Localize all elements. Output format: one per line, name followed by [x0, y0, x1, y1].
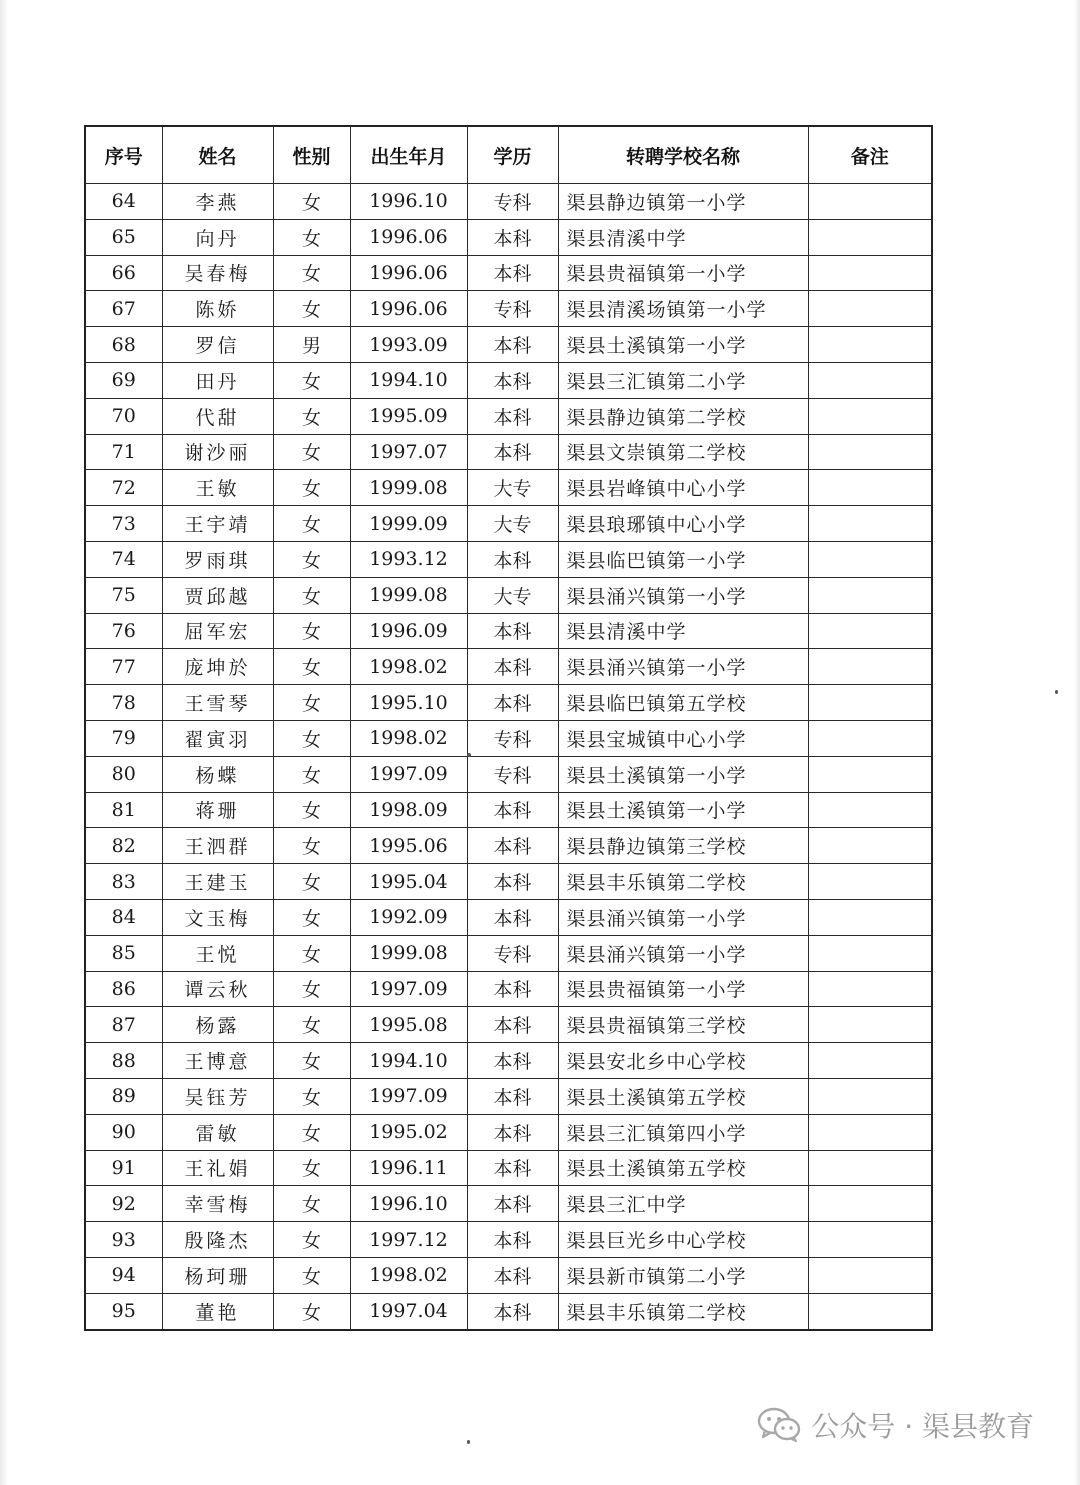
cell-gender: 女 [273, 613, 350, 649]
cell-school: 渠县三汇镇第四小学 [558, 1114, 808, 1150]
cell-remark [808, 1222, 932, 1258]
cell-name: 贾邱越 [162, 577, 273, 613]
cell-birth: 1996.06 [350, 255, 467, 291]
cell-remark [808, 756, 932, 792]
table-row [85, 971, 932, 1007]
table-row [85, 1114, 932, 1150]
table-row [85, 541, 932, 577]
cell-name: 代甜 [162, 398, 273, 434]
cell-name: 雷敏 [162, 1114, 273, 1150]
cell-remark [808, 506, 932, 542]
cell-education: 大专 [467, 470, 558, 506]
cell-birth: 1998.02 [350, 649, 467, 685]
cell-name: 罗信 [162, 327, 273, 363]
cell-education: 本科 [467, 613, 558, 649]
cell-remark [808, 577, 932, 613]
cell-education: 大专 [467, 506, 558, 542]
cell-gender: 女 [273, 828, 350, 864]
column-header: 姓名 [162, 126, 273, 184]
cell-remark [808, 398, 932, 434]
cell-school: 渠县清溪场镇第一小学 [558, 291, 808, 327]
cell-birth: 1994.10 [350, 1043, 467, 1079]
cell-birth: 1995.10 [350, 685, 467, 721]
cell-education: 本科 [467, 219, 558, 255]
cell-school: 渠县贵福镇第一小学 [558, 255, 808, 291]
watermark-footer [757, 1405, 1034, 1445]
cell-school: 渠县静边镇第三学校 [558, 828, 808, 864]
cell-gender: 女 [273, 434, 350, 470]
cell-gender: 女 [273, 470, 350, 506]
cell-name: 谭云秋 [162, 971, 273, 1007]
cell-gender: 女 [273, 1150, 350, 1186]
table-row [85, 720, 932, 756]
table-row [85, 362, 932, 398]
cell-birth: 1995.08 [350, 1007, 467, 1043]
cell-birth: 1998.09 [350, 792, 467, 828]
table-row [85, 649, 932, 685]
cell-education: 本科 [467, 541, 558, 577]
cell-remark [808, 434, 932, 470]
scan-speck [1055, 690, 1058, 694]
cell-birth: 1996.06 [350, 219, 467, 255]
cell-birth: 1999.08 [350, 577, 467, 613]
cell-number: 77 [85, 649, 162, 685]
cell-school: 渠县丰乐镇第二学校 [558, 864, 808, 900]
cell-education: 本科 [467, 864, 558, 900]
cell-school: 渠县土溪镇第一小学 [558, 327, 808, 363]
cell-name: 吴钰芳 [162, 1078, 273, 1114]
cell-birth: 1997.04 [350, 1293, 467, 1329]
cell-name: 王建玉 [162, 864, 273, 900]
cell-name: 杨蝶 [162, 756, 273, 792]
cell-gender: 女 [273, 506, 350, 542]
cell-birth: 1998.02 [350, 1257, 467, 1293]
cell-remark [808, 720, 932, 756]
cell-education: 本科 [467, 685, 558, 721]
scan-edge-left [0, 0, 8, 1485]
wechat-icon [757, 1407, 801, 1443]
cell-gender: 女 [273, 1043, 350, 1079]
cell-remark [808, 1007, 932, 1043]
cell-name: 翟寅羽 [162, 720, 273, 756]
cell-birth: 1999.08 [350, 470, 467, 506]
cell-education: 本科 [467, 255, 558, 291]
cell-name: 杨露 [162, 1007, 273, 1043]
cell-name: 殷隆杰 [162, 1222, 273, 1258]
cell-education: 本科 [467, 899, 558, 935]
cell-education: 本科 [467, 792, 558, 828]
cell-gender: 女 [273, 649, 350, 685]
cell-birth: 1993.09 [350, 327, 467, 363]
cell-gender: 女 [273, 864, 350, 900]
cell-education: 本科 [467, 971, 558, 1007]
cell-name: 谢沙丽 [162, 434, 273, 470]
table-row [85, 828, 932, 864]
cell-remark [808, 184, 932, 220]
cell-number: 94 [85, 1257, 162, 1293]
cell-education: 专科 [467, 756, 558, 792]
table-row [85, 1222, 932, 1258]
cell-remark [808, 685, 932, 721]
table-row [85, 577, 932, 613]
table-row [85, 1007, 932, 1043]
cell-number: 85 [85, 935, 162, 971]
cell-school: 渠县文崇镇第二学校 [558, 434, 808, 470]
table-row [85, 792, 932, 828]
cell-number: 79 [85, 720, 162, 756]
table-row [85, 327, 932, 363]
cell-gender: 女 [273, 362, 350, 398]
cell-remark [808, 1043, 932, 1079]
cell-remark [808, 255, 932, 291]
cell-name: 王敏 [162, 470, 273, 506]
cell-education: 本科 [467, 1186, 558, 1222]
cell-number: 73 [85, 506, 162, 542]
table-row [85, 1186, 932, 1222]
cell-remark [808, 291, 932, 327]
cell-school: 渠县安北乡中心学校 [558, 1043, 808, 1079]
table-row [85, 1257, 932, 1293]
cell-number: 66 [85, 255, 162, 291]
cell-gender: 女 [273, 577, 350, 613]
cell-school: 渠县涌兴镇第一小学 [558, 649, 808, 685]
cell-gender: 女 [273, 541, 350, 577]
cell-number: 74 [85, 541, 162, 577]
cell-school: 渠县临巴镇第一小学 [558, 541, 808, 577]
cell-name: 向丹 [162, 219, 273, 255]
cell-name: 吴春梅 [162, 255, 273, 291]
cell-number: 71 [85, 434, 162, 470]
table-row [85, 184, 932, 220]
cell-school: 渠县涌兴镇第一小学 [558, 935, 808, 971]
cell-remark [808, 1078, 932, 1114]
cell-gender: 女 [273, 219, 350, 255]
cell-education: 专科 [467, 935, 558, 971]
column-header: 转聘学校名称 [558, 126, 808, 184]
cell-name: 屈军宏 [162, 613, 273, 649]
cell-school: 渠县清溪中学 [558, 613, 808, 649]
cell-school: 渠县静边镇第二学校 [558, 398, 808, 434]
column-header: 学历 [467, 126, 558, 184]
column-header: 备注 [808, 126, 932, 184]
cell-education: 本科 [467, 649, 558, 685]
cell-birth: 1995.06 [350, 828, 467, 864]
cell-education: 本科 [467, 398, 558, 434]
cell-remark [808, 470, 932, 506]
cell-birth: 1995.02 [350, 1114, 467, 1150]
table-row [85, 255, 932, 291]
cell-gender: 女 [273, 899, 350, 935]
cell-birth: 1997.09 [350, 971, 467, 1007]
cell-birth: 1996.09 [350, 613, 467, 649]
cell-name: 王泗群 [162, 828, 273, 864]
cell-number: 88 [85, 1043, 162, 1079]
cell-birth: 1993.12 [350, 541, 467, 577]
cell-education: 本科 [467, 1257, 558, 1293]
cell-number: 83 [85, 864, 162, 900]
cell-birth: 1996.10 [350, 1186, 467, 1222]
cell-school: 渠县宝城镇中心小学 [558, 720, 808, 756]
cell-gender: 女 [273, 184, 350, 220]
cell-gender: 女 [273, 291, 350, 327]
cell-school: 渠县三汇镇第二小学 [558, 362, 808, 398]
cell-name: 陈娇 [162, 291, 273, 327]
cell-gender: 女 [273, 720, 350, 756]
cell-number: 86 [85, 971, 162, 1007]
cell-number: 93 [85, 1222, 162, 1258]
scan-speck [467, 753, 471, 757]
cell-gender: 女 [273, 398, 350, 434]
cell-gender: 女 [273, 1078, 350, 1114]
cell-number: 81 [85, 792, 162, 828]
column-header: 出生年月 [350, 126, 467, 184]
cell-remark [808, 1150, 932, 1186]
cell-remark [808, 1114, 932, 1150]
cell-gender: 女 [273, 971, 350, 1007]
cell-remark [808, 899, 932, 935]
cell-school: 渠县临巴镇第五学校 [558, 685, 808, 721]
table-row [85, 1078, 932, 1114]
cell-education: 本科 [467, 1043, 558, 1079]
cell-name: 王礼娟 [162, 1150, 273, 1186]
cell-birth: 1995.04 [350, 864, 467, 900]
cell-number: 76 [85, 613, 162, 649]
cell-school: 渠县土溪镇第一小学 [558, 792, 808, 828]
cell-school: 渠县土溪镇第五学校 [558, 1078, 808, 1114]
cell-gender: 女 [273, 1186, 350, 1222]
cell-education: 本科 [467, 1007, 558, 1043]
cell-gender: 女 [273, 935, 350, 971]
cell-birth: 1997.09 [350, 756, 467, 792]
cell-school: 渠县土溪镇第一小学 [558, 756, 808, 792]
cell-school: 渠县贵福镇第一小学 [558, 971, 808, 1007]
cell-number: 72 [85, 470, 162, 506]
cell-remark [808, 362, 932, 398]
cell-number: 67 [85, 291, 162, 327]
cell-education: 专科 [467, 184, 558, 220]
cell-remark [808, 1293, 932, 1329]
cell-school: 渠县贵福镇第三学校 [558, 1007, 808, 1043]
cell-gender: 女 [273, 1293, 350, 1329]
cell-gender: 女 [273, 1007, 350, 1043]
cell-number: 95 [85, 1293, 162, 1329]
cell-number: 84 [85, 899, 162, 935]
teacher-transfer-table [84, 125, 933, 1331]
cell-education: 本科 [467, 1150, 558, 1186]
cell-birth: 1996.11 [350, 1150, 467, 1186]
cell-school: 渠县巨光乡中心学校 [558, 1222, 808, 1258]
cell-number: 80 [85, 756, 162, 792]
table-header [85, 126, 932, 184]
cell-gender: 女 [273, 685, 350, 721]
cell-gender: 女 [273, 1257, 350, 1293]
table-row [85, 434, 932, 470]
cell-number: 89 [85, 1078, 162, 1114]
cell-education: 本科 [467, 1222, 558, 1258]
cell-birth: 1998.02 [350, 720, 467, 756]
cell-education: 专科 [467, 720, 558, 756]
table-row [85, 685, 932, 721]
cell-remark [808, 649, 932, 685]
cell-remark [808, 935, 932, 971]
cell-remark [808, 541, 932, 577]
cell-remark [808, 1257, 932, 1293]
cell-birth: 1994.10 [350, 362, 467, 398]
cell-number: 70 [85, 398, 162, 434]
cell-birth: 1996.10 [350, 184, 467, 220]
table-row [85, 470, 932, 506]
cell-education: 大专 [467, 577, 558, 613]
table-row [85, 291, 932, 327]
cell-name: 王宇靖 [162, 506, 273, 542]
cell-birth: 1996.06 [350, 291, 467, 327]
cell-gender: 女 [273, 1222, 350, 1258]
cell-school: 渠县三汇中学 [558, 1186, 808, 1222]
cell-number: 91 [85, 1150, 162, 1186]
cell-name: 罗雨琪 [162, 541, 273, 577]
cell-number: 87 [85, 1007, 162, 1043]
table-row [85, 398, 932, 434]
cell-number: 75 [85, 577, 162, 613]
cell-remark [808, 864, 932, 900]
table-row [85, 899, 932, 935]
cell-school: 渠县涌兴镇第一小学 [558, 577, 808, 613]
cell-education: 本科 [467, 327, 558, 363]
table-row [85, 506, 932, 542]
cell-remark [808, 828, 932, 864]
cell-school: 渠县静边镇第一小学 [558, 184, 808, 220]
cell-number: 65 [85, 219, 162, 255]
header-row [85, 126, 932, 184]
cell-birth: 1999.09 [350, 506, 467, 542]
cell-gender: 男 [273, 327, 350, 363]
cell-remark [808, 219, 932, 255]
cell-name: 董艳 [162, 1293, 273, 1329]
cell-number: 69 [85, 362, 162, 398]
cell-number: 92 [85, 1186, 162, 1222]
table-row [85, 1043, 932, 1079]
cell-birth: 1995.09 [350, 398, 467, 434]
table-row [85, 864, 932, 900]
cell-education: 本科 [467, 828, 558, 864]
cell-school: 渠县丰乐镇第二学校 [558, 1293, 808, 1329]
table-body [85, 184, 932, 1330]
cell-number: 82 [85, 828, 162, 864]
cell-education: 本科 [467, 1114, 558, 1150]
cell-number: 64 [85, 184, 162, 220]
footer-account-text: 公众号 · 渠县教育 [811, 1410, 1034, 1443]
cell-name: 田丹 [162, 362, 273, 398]
table-row [85, 1293, 932, 1329]
cell-gender: 女 [273, 1114, 350, 1150]
cell-gender: 女 [273, 792, 350, 828]
cell-gender: 女 [273, 756, 350, 792]
cell-school: 渠县清溪中学 [558, 219, 808, 255]
cell-remark [808, 971, 932, 1007]
table-row [85, 613, 932, 649]
cell-school: 渠县岩峰镇中心小学 [558, 470, 808, 506]
cell-school: 渠县新市镇第二小学 [558, 1257, 808, 1293]
cell-gender: 女 [273, 255, 350, 291]
column-header: 性别 [273, 126, 350, 184]
column-header: 序号 [85, 126, 162, 184]
cell-birth: 1997.12 [350, 1222, 467, 1258]
cell-name: 庞坤於 [162, 649, 273, 685]
scan-edge-right [1074, 0, 1080, 1485]
cell-remark [808, 613, 932, 649]
cell-education: 本科 [467, 434, 558, 470]
cell-number: 90 [85, 1114, 162, 1150]
cell-number: 68 [85, 327, 162, 363]
cell-birth: 1997.07 [350, 434, 467, 470]
cell-name: 王博意 [162, 1043, 273, 1079]
cell-name: 李燕 [162, 184, 273, 220]
cell-name: 杨珂珊 [162, 1257, 273, 1293]
table-row [85, 219, 932, 255]
cell-remark [808, 327, 932, 363]
cell-name: 幸雪梅 [162, 1186, 273, 1222]
cell-education: 本科 [467, 1078, 558, 1114]
scan-speck [467, 1440, 470, 1444]
table-row [85, 1150, 932, 1186]
cell-education: 本科 [467, 362, 558, 398]
cell-name: 文玉梅 [162, 899, 273, 935]
cell-birth: 1997.09 [350, 1078, 467, 1114]
table-row [85, 935, 932, 971]
cell-number: 78 [85, 685, 162, 721]
cell-education: 本科 [467, 1293, 558, 1329]
cell-name: 蒋珊 [162, 792, 273, 828]
cell-birth: 1999.08 [350, 935, 467, 971]
cell-remark [808, 1186, 932, 1222]
cell-birth: 1992.09 [350, 899, 467, 935]
cell-school: 渠县琅琊镇中心小学 [558, 506, 808, 542]
cell-remark [808, 792, 932, 828]
cell-school: 渠县土溪镇第五学校 [558, 1150, 808, 1186]
cell-name: 王雪琴 [162, 685, 273, 721]
cell-name: 王悦 [162, 935, 273, 971]
cell-school: 渠县涌兴镇第一小学 [558, 899, 808, 935]
cell-education: 专科 [467, 291, 558, 327]
table-row [85, 756, 932, 792]
